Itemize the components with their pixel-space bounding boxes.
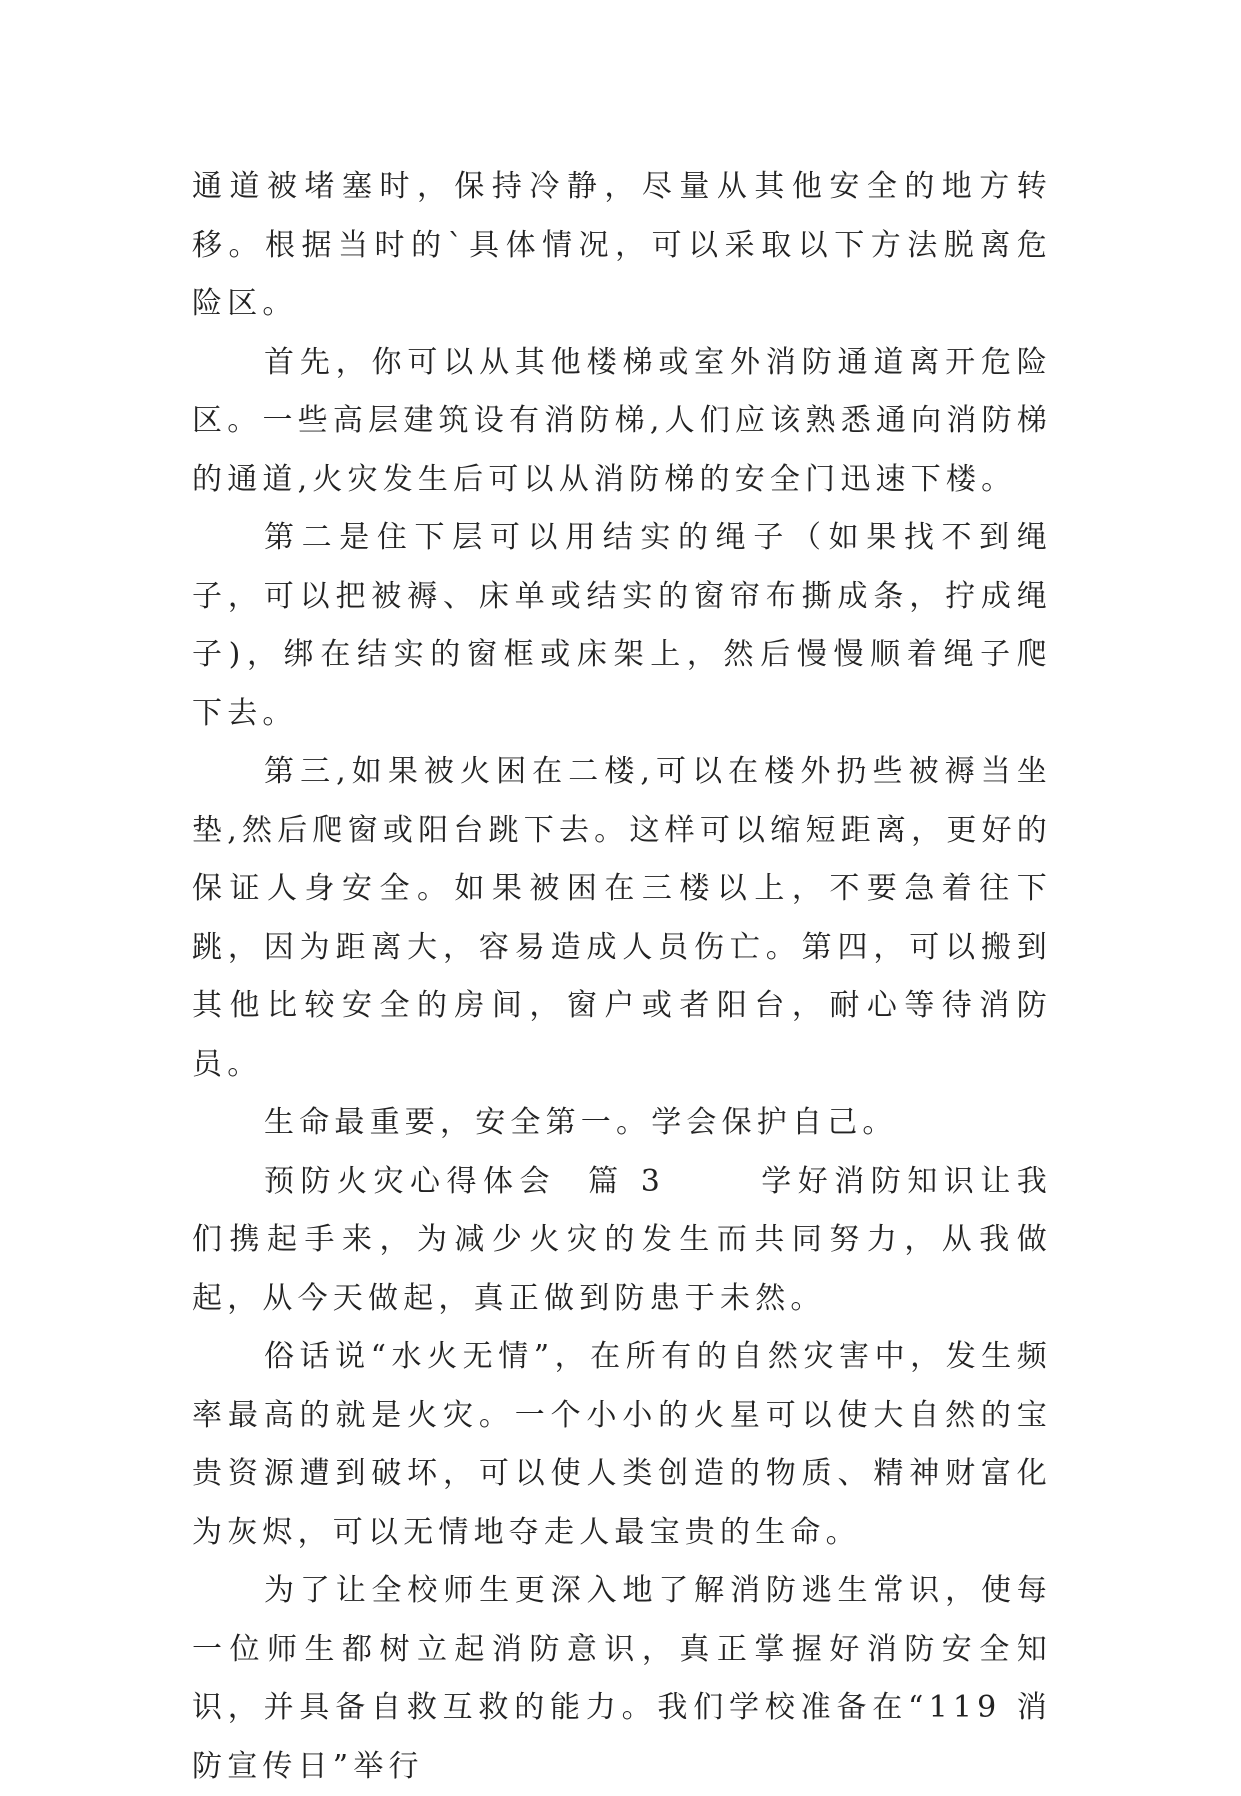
paragraph-4: 第三,如果被火困在二楼,可以在楼外扔些被褥当坐垫,然后爬窗或阳台跳下去。这样可以缩短距离，更好的保证人身安全。如果被困在三楼以上，不要急着往下跳，因为距离大，容易造成人员伤亡。第四，可以搬到其他比较安全的房间，窗户或者阳台，耐心等待消防员。	[192, 754, 1052, 1082]
paragraph-8: 为了让全校师生更深入地了解消防逃生常识，使每一位师生都树立起消防意识，真正掌握好消防安全知识，并具备自救互救的能力。我们学校准备在“119 消防宣传日”举行	[192, 1573, 1052, 1784]
paragraph-1: 通道被堵塞时，保持冷静，尽量从其他安全的地方转移。根据当时的`具体情况，可以采取以下方法脱离危险区。	[192, 169, 1052, 321]
paragraph-7: 俗话说“水火无情”，在所有的自然灾害中，发生频率最高的就是火灾。一个小小的火星可以使大自然的宝贵资源遭到破坏，可以使人类创造的物质、精神财富化为灰烬，可以无情地夺走人最宝贵的生命。	[192, 1339, 1052, 1550]
paragraph-2: 首先，你可以从其他楼梯或室外消防通道离开危险区。一些高层建筑设有消防梯,人们应该熟悉通向消防梯的通道,火灾发生后可以从消防梯的安全门迅速下楼。	[192, 344, 1052, 497]
document-body	[192, 158, 1052, 1796]
paragraph-6: 预防火灾心得体会 篇 3 学好消防知识让我们携起手来，为减少火灾的发生而共同努力，从我做起，从今天做起，真正做到防患于未然。	[192, 1163, 1052, 1316]
paragraph-3: 第二是住下层可以用结实的绳子（如果找不到绳子，可以把被褥、床单或结实的窗帘布撕成条，拧成绳子)，绑在结实的窗框或床架上，然后慢慢顺着绳子爬下去。	[192, 520, 1052, 731]
paragraph-5: 生命最重要，安全第一。学会保护自己。	[264, 1105, 898, 1140]
